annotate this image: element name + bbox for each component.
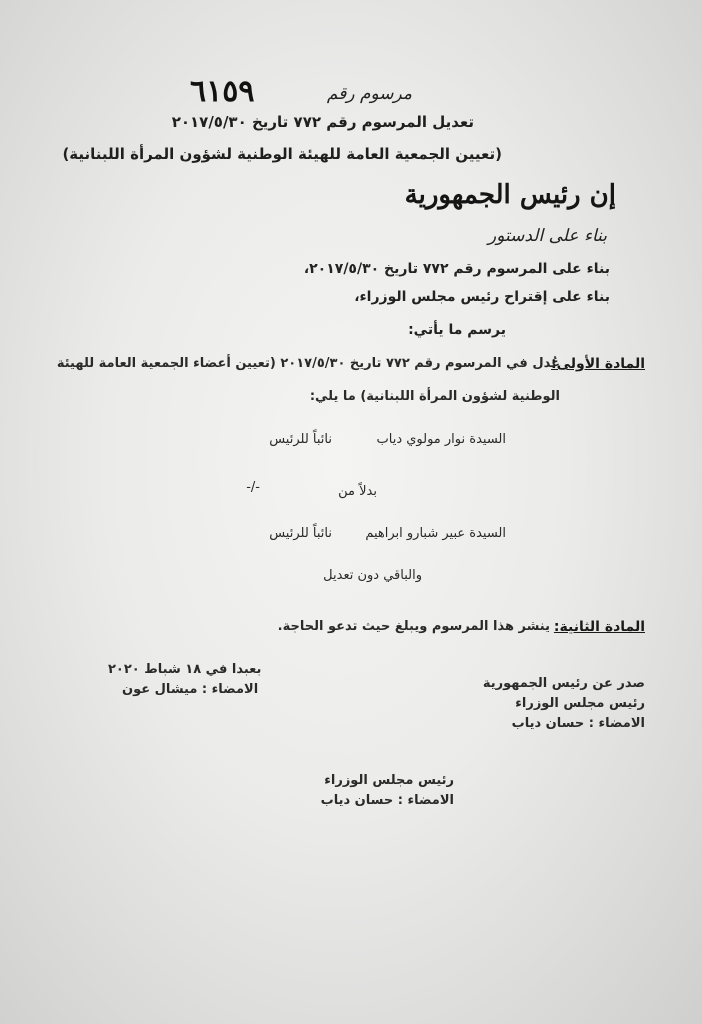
president-signature: الامضاء : ميشال عون <box>122 682 259 697</box>
old-member-name: السيدة عبير شبارو ابراهيم <box>365 526 506 541</box>
decree-subject-line2: (تعيين الجمعية العامة للهيئة الوطنية لشؤون المرأة اللبنانية) <box>62 145 502 163</box>
instead-of-label: بدلاً من <box>338 484 377 499</box>
issuer-title: إن رئيس الجمهورية <box>404 180 616 210</box>
signing-date: بعبدا في ١٨ شباط ٢٠٢٠ <box>108 662 262 677</box>
decree-subject-line1: تعديل المرسوم رقم ٧٧٢ تاريخ ٢٠١٧/٥/٣٠ <box>171 113 474 131</box>
article2-label: المادة الثانية: <box>553 619 645 635</box>
old-member-role: نائباً للرئيس <box>269 526 332 541</box>
article1-text-line2: الوطنية لشؤون المرأة اللبنانية) ما يلي: <box>309 389 560 404</box>
new-member-role: نائباً للرئيس <box>269 432 332 447</box>
decree-label: مرسوم رقم <box>326 84 412 104</box>
decree-number: ٦١٥٩ <box>190 74 255 109</box>
pm-title-bottom: رئيس مجلس الوزراء <box>324 773 454 788</box>
article1-text-line1: عُدل في المرسوم رقم ٧٧٢ تاريخ ٢٠١٧/٥/٣٠ (تعيين أعضاء الجمعية العامة للهيئة <box>56 356 560 371</box>
new-member-name: السيدة نوار مولوي دياب <box>376 432 506 447</box>
preamble-line1: بناء على المرسوم رقم ٧٧٢ تاريخ ٢٠١٧/٥/٣٠، <box>303 261 610 277</box>
remainder-note: والباقي دون تعديل <box>323 568 422 583</box>
constitution-basis: بناء على الدستور <box>488 226 607 246</box>
separator-mark: -/- <box>246 480 260 495</box>
pm-signature-bottom: الامضاء : حسان دياب <box>320 793 454 808</box>
pm-signature: الامضاء : حسان دياب <box>511 716 645 731</box>
pm-title: رئيس مجلس الوزراء <box>515 696 645 711</box>
decrees-statement: يرسم ما يأتي: <box>408 322 506 338</box>
issued-by-president: صدر عن رئيس الجمهورية <box>482 676 645 691</box>
article2-text: ينشر هذا المرسوم ويبلغ حيث تدعو الحاجة. <box>277 619 550 634</box>
article1-label: المادة الأولى: <box>551 356 645 372</box>
preamble-line2: بناء على إقتراح رئيس مجلس الوزراء، <box>354 289 610 305</box>
